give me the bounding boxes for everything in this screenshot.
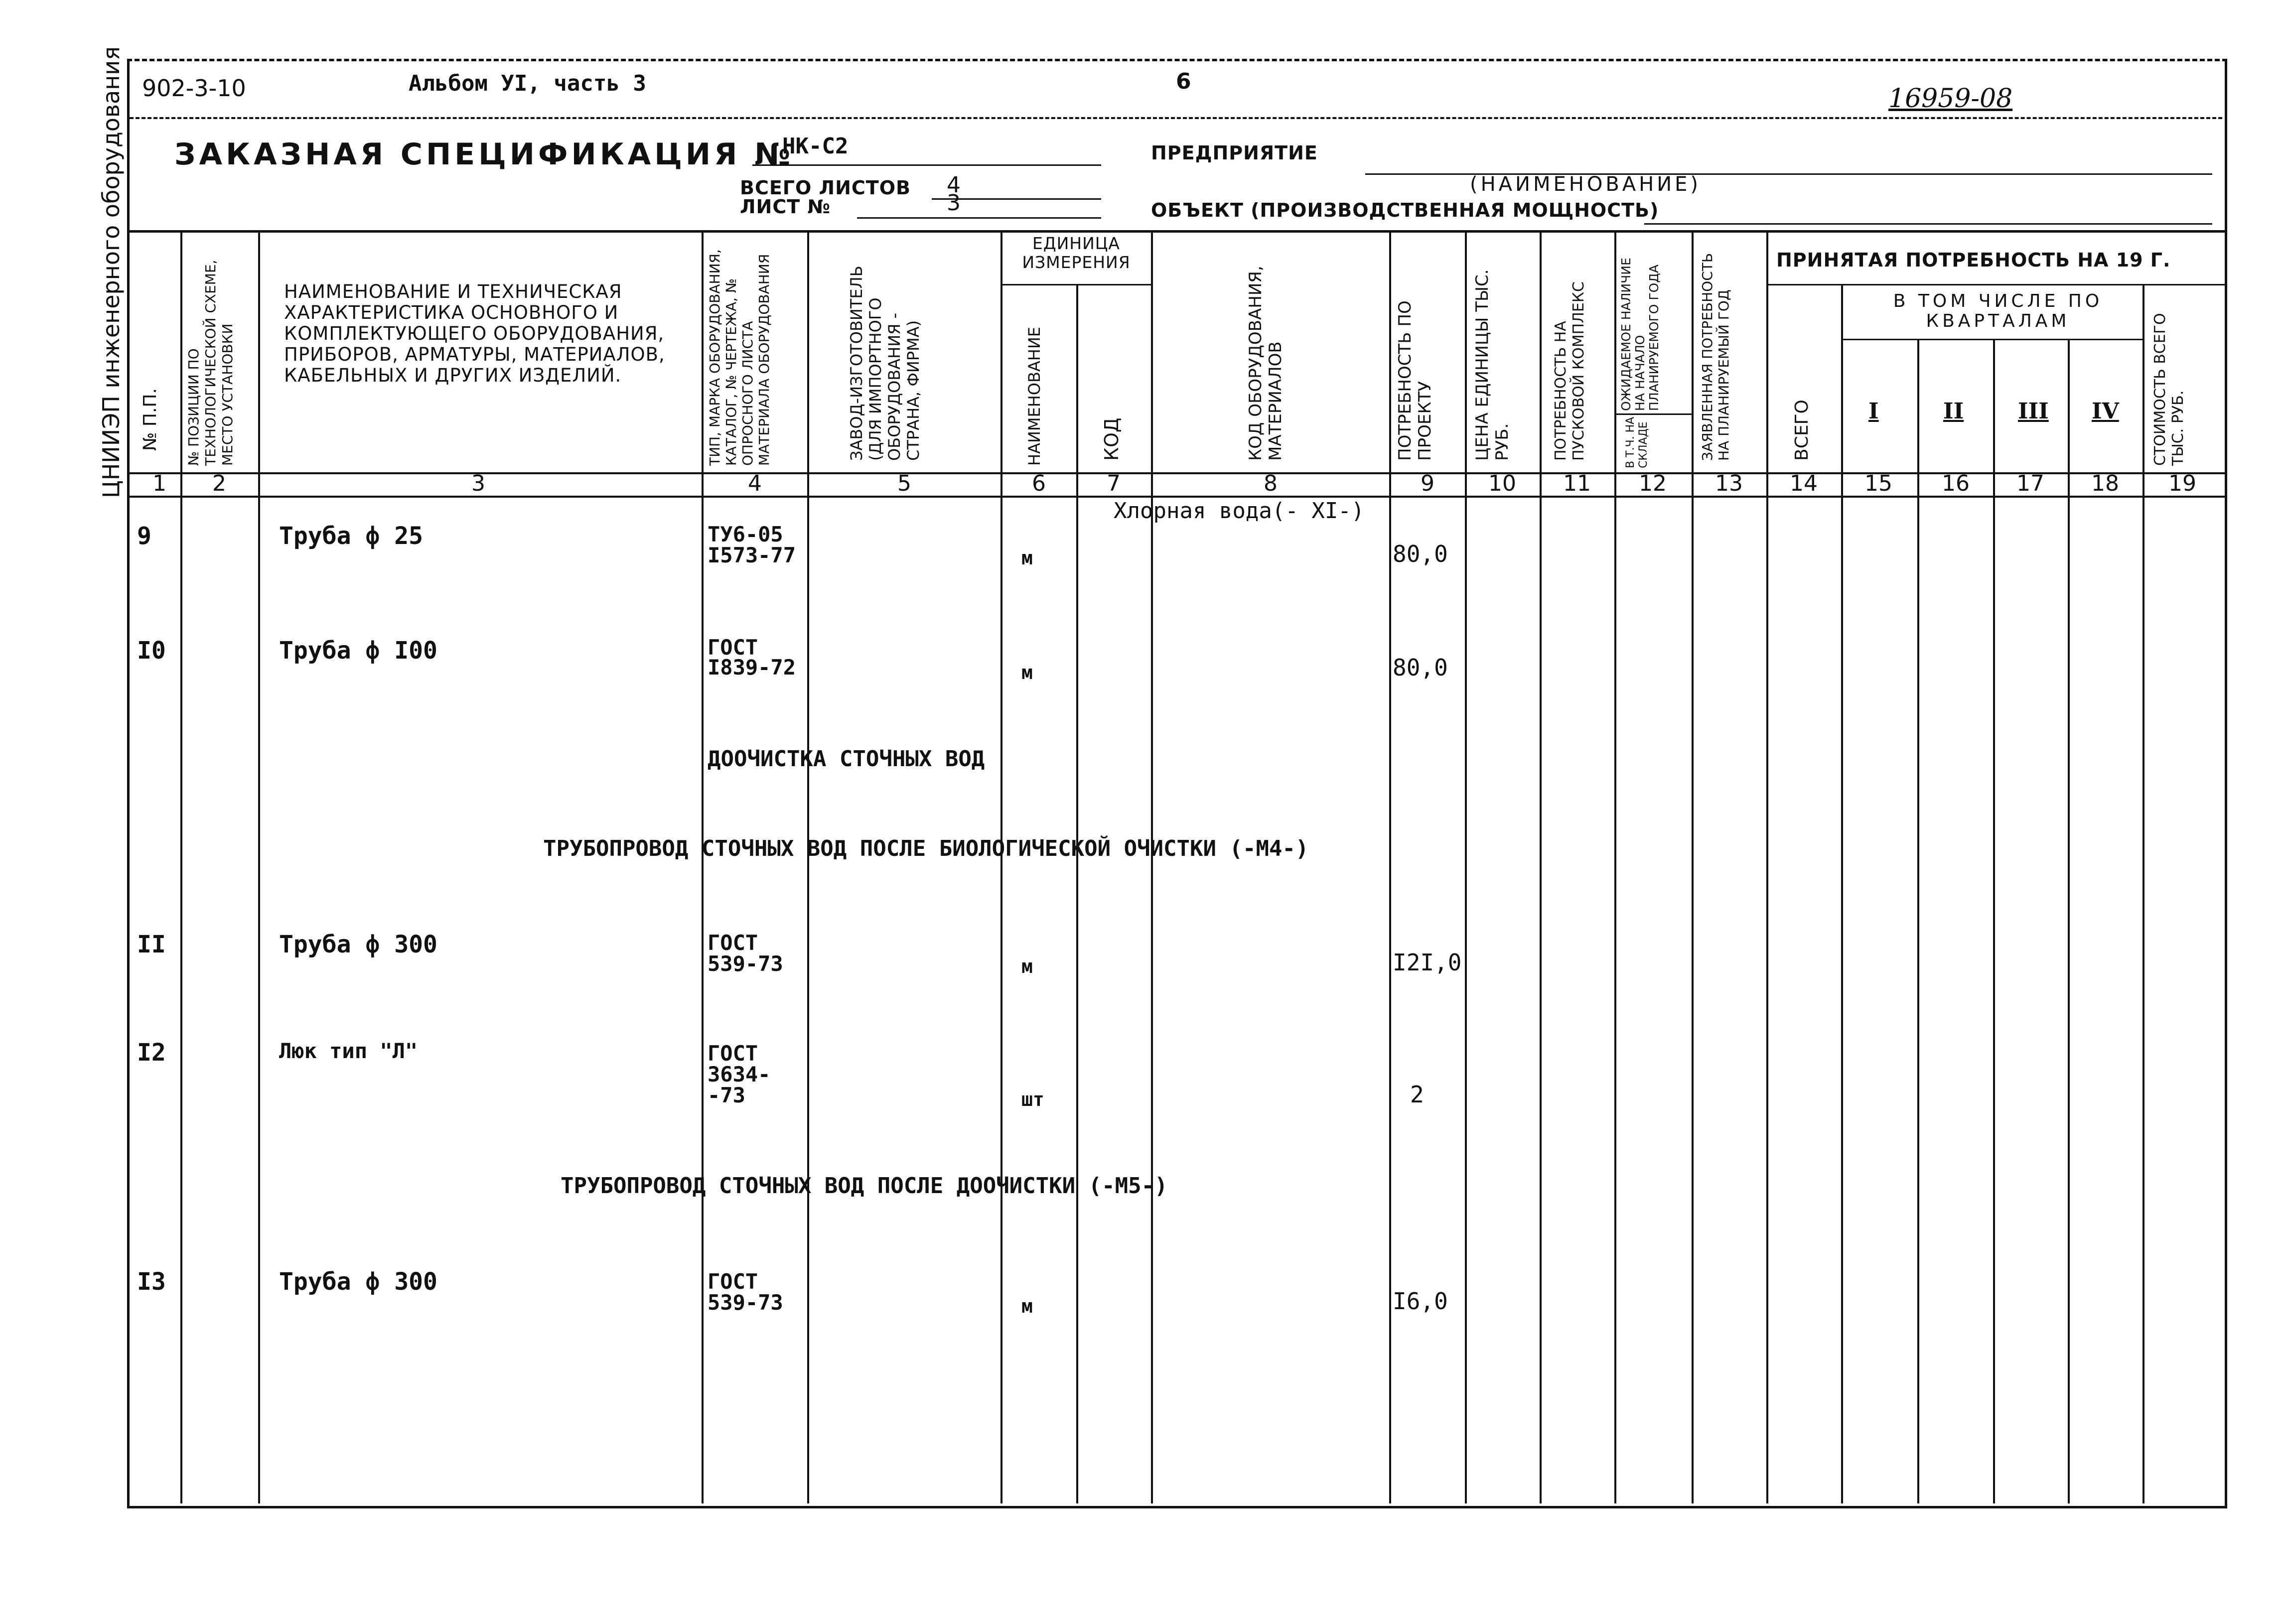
col12-sub-line: [1614, 413, 1692, 415]
col-sep-17: [2068, 339, 2070, 1503]
inventory-number: 16959-08: [1888, 84, 2013, 114]
col-sep-16: [1993, 339, 1995, 1503]
item-name: Труба ф I00: [279, 637, 437, 665]
col-number: 12: [1639, 471, 1667, 496]
col-number: 4: [748, 471, 762, 496]
col-header-9: ПОТРЕБНОСТЬ ПО ПРОЕКТУ: [1395, 300, 1435, 461]
item-type: 3634-: [708, 1062, 771, 1086]
row-number: I0: [137, 637, 166, 665]
col-sep-6: [1076, 284, 1078, 1503]
col-number: 9: [1421, 471, 1434, 496]
item-type: I839-72: [708, 655, 796, 679]
col-header-3: НАИМЕНОВАНИЕ И ТЕХНИЧЕСКАЯ ХАРАКТЕРИСТИКА ОСНОВНОГО И КОМПЛЕКТУЮЩЕГО ОБОРУДОВАНИЯ, ПРИБОРОВ, АРМАТУРЫ, МАТЕРИАЛОВ, КАБЕЛЬНЫХ И ДРУГИХ ИЗДЕЛИЙ.: [284, 281, 665, 386]
col-number: 10: [1488, 471, 1516, 496]
sheet-no-underline: [857, 217, 1101, 219]
spec-title: ЗАКАЗНАЯ СПЕЦИФИКАЦИЯ №: [174, 137, 794, 172]
item-quantity: 80,0: [1393, 541, 1448, 567]
page-number: 6: [1176, 69, 1191, 94]
item-quantity: I2I,0: [1393, 949, 1462, 976]
col-number: 11: [1563, 471, 1591, 496]
col-sep-1: [180, 230, 182, 1503]
item-name: Труба ф 300: [279, 931, 437, 958]
col-header-6: НАИМЕНОВАНИЕ: [1025, 326, 1044, 466]
item-type: -73: [708, 1083, 745, 1107]
col-sep-10: [1540, 230, 1542, 1503]
sheet-no-label: ЛИСТ №: [740, 196, 831, 218]
col-number: 18: [2091, 471, 2119, 496]
col-sep-4: [807, 230, 809, 1503]
row-number: I2: [137, 1039, 166, 1067]
col-header-12-sub: В Т.Ч. НА СКЛАДЕ: [1624, 416, 1650, 468]
column-numbers-bottom: [127, 496, 2225, 498]
item-unit: шт: [1021, 1088, 1044, 1110]
row-number: I3: [137, 1268, 166, 1296]
item-name: Труба ф 300: [279, 1268, 437, 1296]
col-header-2: № ПОЗИЦИИ ПО ТЕХНОЛОГИЧЕСКОЙ СХЕМЕ, МЕСТО УСТАНОВКИ: [185, 260, 236, 466]
col-number: 1: [152, 471, 166, 496]
col-number: 8: [1264, 471, 1278, 496]
quarter-1-header: I: [1868, 399, 1879, 424]
col-header-12: ОЖИДАЕМОЕ НАЛИЧИЕ НА НАЧАЛО ПЛАНИРУЕМОГО ГОДА: [1619, 258, 1661, 411]
form-frame: [127, 59, 2227, 1508]
item-name: Труба ф 25: [279, 522, 423, 550]
item-type: I573-77: [708, 543, 796, 567]
enterprise-label: ПРЕДПРИЯТИЕ: [1151, 142, 1318, 164]
col-sep-12: [1692, 230, 1694, 1503]
col-header-14: ВСЕГО: [1792, 400, 1812, 461]
item-type: 539-73: [708, 951, 783, 976]
item-quantity: 2: [1410, 1081, 1424, 1108]
accepted-group-line: [1766, 284, 2225, 285]
col-sep-11: [1614, 230, 1616, 1503]
col-sep-3: [702, 230, 704, 1503]
col-sep-18: [2143, 284, 2144, 1503]
album-label: Альбом УI, часть 3: [409, 71, 646, 96]
col-sep-14: [1841, 284, 1843, 1503]
col-number: 17: [2016, 471, 2044, 496]
col-header-1: № П.П.: [140, 388, 160, 451]
item-unit: м: [1021, 662, 1033, 683]
quarter-3-header: III: [2018, 399, 2049, 424]
col-number: 7: [1107, 471, 1121, 496]
item-type: ГОСТ: [708, 635, 758, 660]
col-number: 5: [897, 471, 911, 496]
section-pipeline-m4: ТРУБОПРОВОД СТОЧНЫХ ВОД ПОСЛЕ БИОЛОГИЧЕСКОЙ ОЧИСТКИ (-М4-): [543, 836, 1309, 861]
col-sep-13: [1766, 230, 1768, 1503]
col-header-11: ПОТРЕБНОСТЬ НА ПУСКОВОЙ КОМПЛЕКС: [1552, 281, 1587, 461]
col-number: 13: [1715, 471, 1743, 496]
item-unit: м: [1021, 547, 1033, 569]
col-sep-7: [1151, 230, 1153, 1503]
accepted-group-header: ПРИНЯТАЯ ПОТРЕБНОСТЬ НА 19 Г.: [1776, 249, 2171, 271]
header-divider: [130, 117, 2222, 119]
col-number: 15: [1864, 471, 1892, 496]
sheet-no-value: 3: [947, 190, 961, 216]
col-header-4: ТИП, МАРКА ОБОРУДОВАНИЯ, КАТАЛОГ, № ЧЕРТЕЖА, № ОПРОСНОГО ЛИСТА МАТЕРИАЛА ОБОРУДОВАНИЯ: [707, 249, 772, 466]
table-top-border: [127, 230, 2225, 233]
unit-group-line: [1000, 284, 1151, 285]
spec-number-underline: [752, 164, 1101, 166]
col-number: 6: [1032, 471, 1046, 496]
name-caption: (НАИМЕНОВАНИЕ): [1470, 173, 1701, 196]
col-header-5: ЗАВОД-ИЗГОТОВИТЕЛЬ (ДЛЯ ИМПОРТНОГО ОБОРУДОВАНИЯ - СТРАНА, ФИРМА): [847, 266, 923, 461]
column-numbers-top: [127, 472, 2225, 474]
total-sheets-value: 4: [947, 172, 961, 198]
item-unit: м: [1021, 1295, 1033, 1317]
col-number: 14: [1790, 471, 1818, 496]
item-unit: м: [1021, 955, 1033, 977]
quarter-group-line: [1841, 339, 2143, 340]
object-label: ОБЪЕКТ (ПРОИЗВОДСТВЕННАЯ МОЩНОСТЬ): [1151, 199, 1659, 221]
item-type: ГОСТ: [708, 931, 758, 955]
section-tertiary-treatment: ДООЧИСТКА СТОЧНЫХ ВОД: [708, 746, 985, 772]
col-sep-8: [1389, 230, 1391, 1503]
col-header-8: КОД ОБОРУДОВАНИЯ, МАТЕРИАЛОВ: [1246, 266, 1286, 461]
col-header-19: СТОИМОСТЬ ВСЕГО ТЫС. РУБ.: [2151, 313, 2187, 466]
col-number: 3: [471, 471, 485, 496]
row-number: 9: [137, 522, 151, 550]
quarter-2-header: II: [1943, 399, 1964, 424]
col-header-7: КОД: [1101, 417, 1123, 461]
item-type: ГОСТ: [708, 1041, 758, 1066]
col-sep-5: [1000, 230, 1002, 1503]
col-sep-2: [258, 230, 260, 1503]
unit-group-header: ЕДИНИЦА ИЗМЕРЕНИЯ: [1022, 234, 1131, 272]
section-pipeline-m5: ТРУБОПРОВОД СТОЧНЫХ ВОД ПОСЛЕ ДООЧИСТКИ (-М5-): [561, 1173, 1168, 1199]
item-name: Люк тип "Л": [279, 1039, 418, 1063]
item-type: 539-73: [708, 1290, 783, 1315]
total-sheets-label: ВСЕГО ЛИСТОВ: [740, 177, 911, 199]
quarter-4-header: IV: [2092, 399, 2119, 424]
object-underline: [1644, 223, 2212, 225]
item-type: ТУ6-05: [708, 522, 783, 546]
item-quantity: I6,0: [1393, 1288, 1448, 1315]
col-sep-15: [1917, 339, 1919, 1503]
item-quantity: 80,0: [1393, 654, 1448, 681]
col-number: 2: [212, 471, 226, 496]
spec-number: НК-С2: [782, 134, 849, 159]
item-type: ГОСТ: [708, 1269, 758, 1294]
side-label: ЦНИИЭП инженерного оборудования: [98, 46, 125, 498]
row-number: II: [137, 931, 166, 958]
col-sep-9: [1465, 230, 1467, 1503]
col-number: 16: [1942, 471, 1970, 496]
quarter-group-header: В ТОМ ЧИСЛЕ ПО КВАРТАЛАМ: [1893, 291, 2103, 331]
section-chlorine-water: Хлорная вода(- XI-): [1114, 498, 1365, 524]
col-header-10: ЦЕНА ЕДИНИЦЫ ТЫС. РУБ.: [1472, 269, 1512, 461]
doc-code: 902-3-10: [142, 75, 246, 102]
col-number: 19: [2168, 471, 2196, 496]
col-header-13: ЗАЯВЛЕННАЯ ПОТРЕБНОСТЬ НА ПЛАНИРУЕМЫЙ ГОД: [1699, 253, 1732, 461]
